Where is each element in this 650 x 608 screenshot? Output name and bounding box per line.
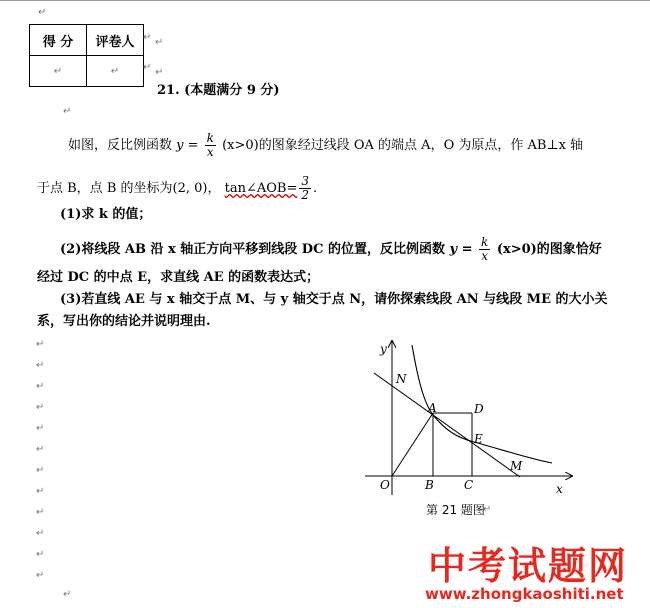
paragraph-mark: ↵ bbox=[36, 486, 45, 497]
watermark-url: www.zhongkaoshiti.net bbox=[425, 585, 624, 603]
function-fraction bbox=[205, 132, 216, 159]
label-c: C bbox=[464, 478, 474, 492]
grader-label: 评卷人 bbox=[87, 25, 144, 56]
paragraph-mark: ↵ bbox=[36, 549, 45, 560]
paragraph-mark: ↵ bbox=[36, 423, 45, 434]
fraction-num: k bbox=[206, 131, 214, 145]
paragraph-mark: ↵ bbox=[36, 402, 45, 413]
label-y: y bbox=[380, 342, 387, 356]
score-label: 得 分 bbox=[30, 25, 87, 56]
intro-text-cont: (x>0)的图象经过线段 OA 的端点 A，O 为原点，作 AB⊥x 轴 bbox=[222, 138, 584, 153]
fraction-num: k bbox=[481, 235, 489, 249]
line2-text: 于点 B，点 B 的坐标为(2, 0)， bbox=[37, 181, 221, 196]
question-2-line2: 经过 DC 的中点 E，求直线 AE 的函数表达式； bbox=[37, 270, 320, 285]
question-1: (1)求 k 的值； bbox=[60, 207, 152, 222]
score-cell: ↵ bbox=[30, 56, 87, 87]
paragraph-mark: ↵ bbox=[63, 106, 72, 117]
top-rule bbox=[0, 0, 650, 1]
label-d: D bbox=[474, 402, 484, 416]
question-3-line2: 系，写出你的结论并说明理由. bbox=[37, 314, 211, 329]
tan-fraction bbox=[299, 175, 311, 202]
q2-text: (2)将线段 AB 沿 x 轴正方向平移到线段 DC 的位置，反比例函数 bbox=[60, 242, 445, 257]
label-a: A bbox=[428, 401, 437, 415]
tan-expression: tan∠AOB= bbox=[224, 181, 298, 196]
q2-text-cont: (x>0)的图象恰好 bbox=[496, 242, 602, 257]
fraction-num: 3 bbox=[301, 174, 309, 188]
function-y: y = bbox=[449, 242, 473, 257]
paragraph-mark: ↵ bbox=[36, 381, 45, 392]
label-o: O bbox=[380, 478, 390, 492]
paragraph-mark: ↵ bbox=[483, 504, 492, 515]
question-3: (3)若直线 AE 与 x 轴交于点 M、与 y 轴交于点 N，请你探索线段 AN 与线段 ME 的大小关 bbox=[60, 292, 608, 307]
paragraph-mark: ↵ bbox=[143, 32, 152, 43]
paragraph-mark: ↵ bbox=[143, 62, 152, 73]
paragraph-mark: ↵ bbox=[36, 507, 45, 518]
label-b: B bbox=[425, 478, 434, 492]
line2-end: . bbox=[312, 181, 318, 196]
problem-line2 bbox=[37, 175, 317, 202]
problem-intro bbox=[68, 132, 583, 159]
paragraph-mark: ↵ bbox=[38, 7, 47, 18]
paragraph-mark: ↵ bbox=[155, 67, 164, 78]
line-ae bbox=[374, 373, 520, 477]
label-m: M bbox=[510, 459, 523, 473]
label-x: x bbox=[556, 482, 563, 496]
paragraph-mark: ↵ bbox=[36, 444, 45, 455]
score-table bbox=[29, 24, 144, 87]
grader-cell: ↵ bbox=[87, 56, 144, 87]
paragraph-mark: ↵ bbox=[63, 589, 72, 600]
fraction-den: x bbox=[481, 249, 489, 263]
paragraph-mark: ↵ bbox=[36, 528, 45, 539]
fraction-den: x bbox=[206, 145, 214, 159]
fraction-den: 2 bbox=[301, 188, 309, 202]
intro-text: 如图，反比例函数 bbox=[68, 138, 173, 153]
paragraph-mark: ↵ bbox=[36, 465, 45, 476]
paragraph-mark: ↵ bbox=[36, 339, 45, 350]
problem-header: 21. (本题满分 9 分) bbox=[157, 83, 280, 98]
figure-caption: 第 21 题图 bbox=[426, 503, 485, 517]
watermark-title: 中考试题网 bbox=[428, 544, 629, 588]
question-2 bbox=[60, 236, 602, 263]
geometry-figure bbox=[360, 335, 585, 525]
paragraph-mark: ↵ bbox=[36, 570, 45, 581]
label-n: N bbox=[396, 372, 407, 386]
paragraph-mark: ↵ bbox=[36, 360, 45, 371]
label-e: E bbox=[474, 432, 483, 446]
segment-oa bbox=[392, 413, 433, 476]
function-fraction bbox=[479, 236, 490, 263]
paragraph-mark: ↵ bbox=[155, 37, 164, 48]
function-y: y = bbox=[176, 138, 199, 153]
